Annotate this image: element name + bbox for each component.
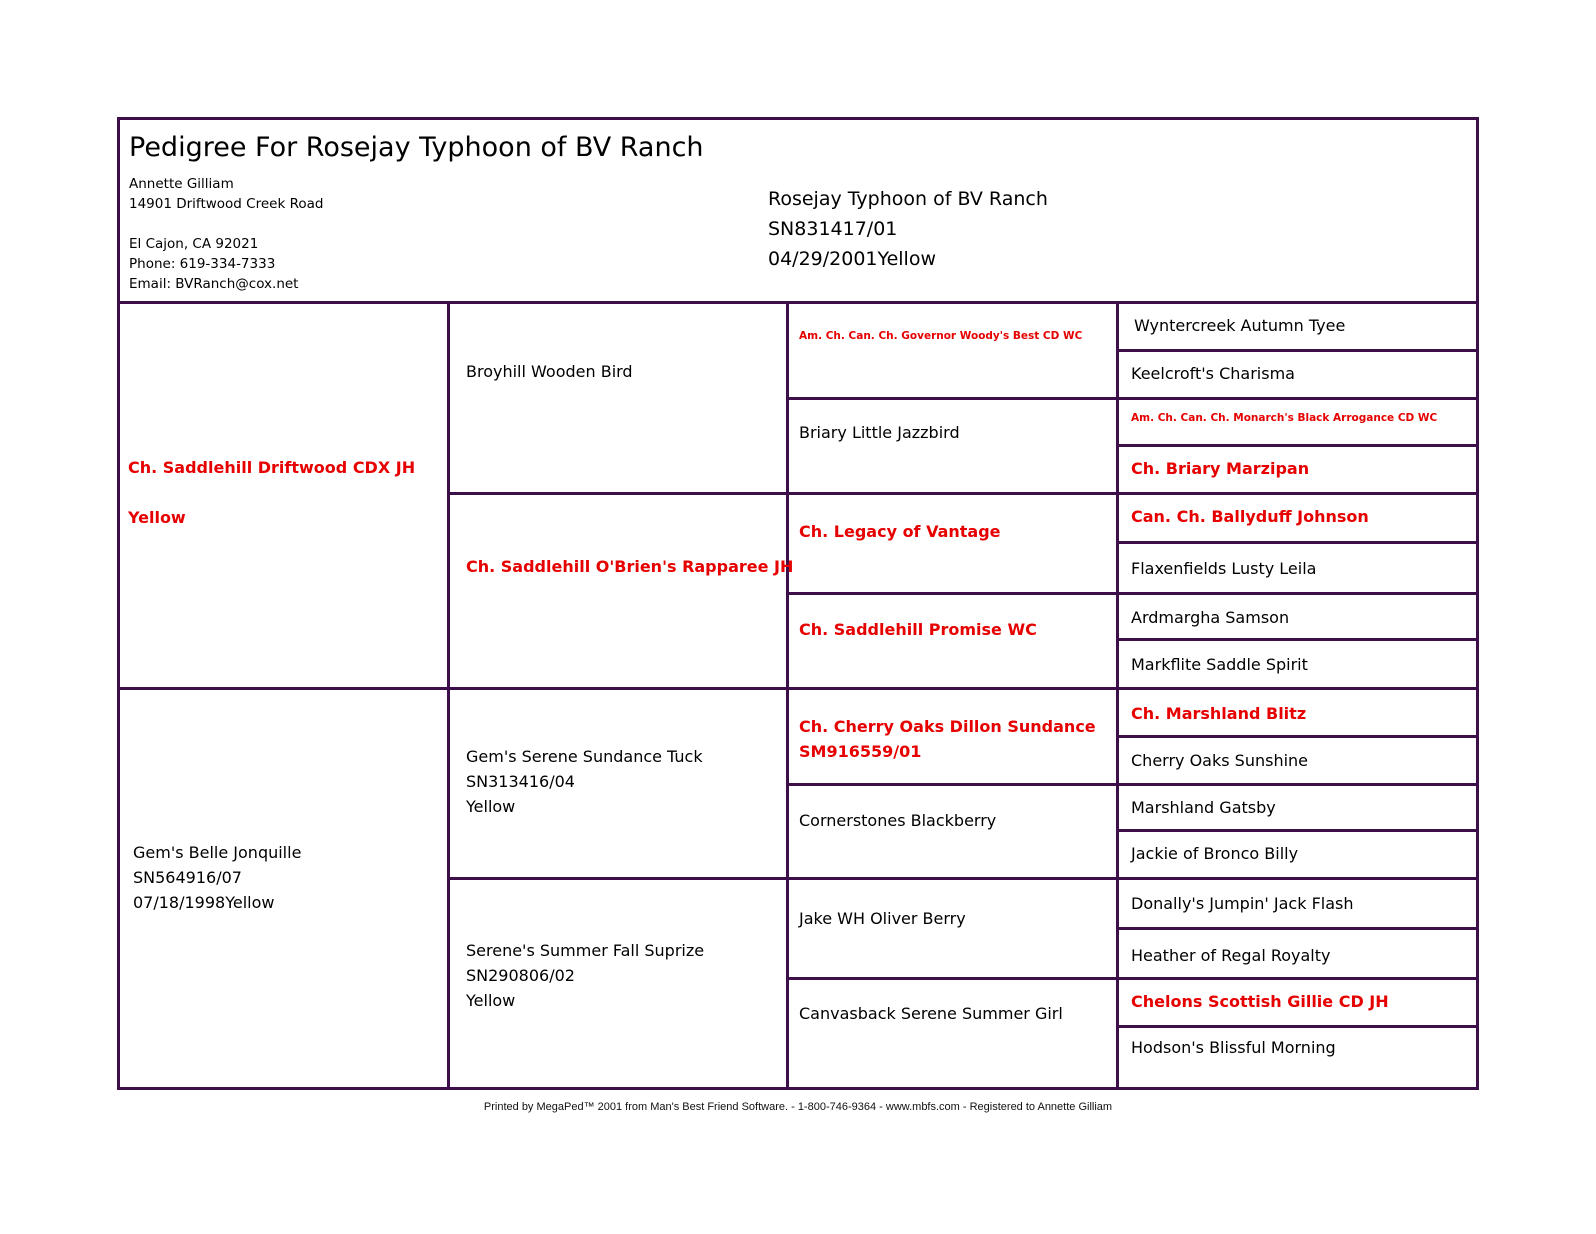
dam-info: [133, 840, 301, 915]
owner-name: Annette Gilliam: [129, 176, 234, 192]
gen4-cell-8: Markflite Saddle Spirit: [1131, 655, 1308, 674]
col2-divider: [786, 301, 789, 1087]
sire-color: Yellow: [128, 508, 186, 527]
subject-dob-color: 04/29/2001Yellow: [768, 248, 937, 270]
gen4-divider-7: [1116, 927, 1476, 930]
subject-name: Rosejay Typhoon of BV Ranch: [768, 188, 1048, 210]
gen4-divider-2: [1116, 444, 1476, 447]
gen4-divider-4: [1116, 638, 1476, 641]
sire-name: Ch. Saddlehill Driftwood CDX JH: [128, 458, 416, 477]
gen3-cell-4: Ch. Saddlehill Promise WC: [799, 620, 1037, 639]
gen4-divider-3: [1116, 541, 1476, 544]
gen3-cell-1: Am. Ch. Can. Ch. Governor Woody's Best CD WC: [799, 330, 1083, 342]
gen4-divider-6: [1116, 829, 1476, 832]
sire-dam-name: Ch. Saddlehill O'Brien's Rapparee JH: [466, 557, 794, 576]
gen4-cell-14: Heather of Regal Royalty: [1131, 946, 1331, 965]
subject-info: [768, 184, 1048, 274]
dam-reg: SN564916/07: [133, 868, 242, 887]
dam-dam-reg: SN290806/02: [466, 966, 575, 985]
gen3-divider-1: [786, 397, 1476, 400]
gen4-cell-3: Am. Ch. Can. Ch. Monarch's Black Arrogance CD WC: [1131, 412, 1438, 424]
gen3-cell-2: Briary Little Jazzbird: [799, 423, 960, 442]
gen4-cell-10: Cherry Oaks Sunshine: [1131, 751, 1309, 770]
gen4-cell-1: Wyntercreek Autumn Tyee: [1134, 316, 1346, 335]
gen4-cell-6: Flaxenfields Lusty Leila: [1131, 559, 1317, 578]
pedigree-frame: [117, 117, 1479, 1090]
gen4-cell-15: Chelons Scottish Gillie CD JH: [1131, 992, 1389, 1011]
dam-sire-reg: SN313416/04: [466, 772, 575, 791]
dam-sire-color: Yellow: [466, 797, 516, 816]
gen4-cell-16: Hodson's Blissful Morning: [1131, 1038, 1336, 1057]
owner-street: 14901 Driftwood Creek Road: [129, 196, 324, 212]
gen3-divider-2: [786, 592, 1476, 595]
gen4-cell-11: Marshland Gatsby: [1131, 798, 1276, 817]
header-divider: [120, 301, 1476, 304]
owner-info: [129, 174, 323, 294]
gen2-divider-bottom: [447, 877, 1476, 880]
gen4-cell-4: Ch. Briary Marzipan: [1131, 459, 1310, 478]
dam-sire-info: [466, 744, 703, 819]
gen4-divider-1: [1116, 349, 1476, 352]
gen3-cell-3: Ch. Legacy of Vantage: [799, 522, 1001, 541]
gen4-cell-13: Donally's Jumpin' Jack Flash: [1131, 894, 1354, 913]
col1-divider: [447, 301, 450, 1087]
gen3-divider-3: [786, 783, 1476, 786]
gen4-divider-8: [1116, 1025, 1476, 1028]
gen1-divider: [120, 687, 1476, 690]
gen3-cell-5-reg: SM916559/01: [799, 742, 922, 761]
page-title: Pedigree For Rosejay Typhoon of BV Ranch: [129, 132, 704, 163]
gen4-cell-12: Jackie of Bronco Billy: [1131, 844, 1299, 863]
dam-dam-color: Yellow: [466, 991, 516, 1010]
gen3-cell-5-name: Ch. Cherry Oaks Dillon Sundance: [799, 717, 1096, 736]
dam-dam-name: Serene's Summer Fall Suprize: [466, 941, 705, 960]
owner-email: Email: BVRanch@cox.net: [129, 276, 299, 292]
dam-dam-info: [466, 938, 704, 1013]
print-footer: Printed by MegaPed™ 2001 from Man's Best Friend Software. - 1-800-746-9364 - www.mbfs.com - Registered to Annette Gilliam: [483, 1101, 1113, 1113]
dam-name: Gem's Belle Jonquille: [133, 843, 302, 862]
col3-divider: [1116, 301, 1119, 1087]
gen3-cell-5: [799, 714, 1096, 764]
gen4-cell-2: Keelcroft's Charisma: [1131, 364, 1295, 383]
gen2-divider-top: [447, 492, 1476, 495]
gen4-divider-5: [1116, 735, 1476, 738]
owner-city: El Cajon, CA 92021: [129, 236, 259, 252]
gen4-cell-9: Ch. Marshland Blitz: [1131, 704, 1307, 723]
owner-phone: Phone: 619-334-7333: [129, 256, 276, 272]
gen3-cell-8: Canvasback Serene Summer Girl: [799, 1004, 1063, 1023]
dam-sire-name: Gem's Serene Sundance Tuck: [466, 747, 703, 766]
gen3-cell-7: Jake WH Oliver Berry: [799, 909, 966, 928]
gen4-cell-5: Can. Ch. Ballyduff Johnson: [1131, 507, 1369, 526]
owner-spacer: [129, 214, 323, 234]
sire-sire-name: Broyhill Wooden Bird: [466, 362, 633, 381]
gen4-cell-7: Ardmargha Samson: [1131, 608, 1290, 627]
dam-dob-color: 07/18/1998Yellow: [133, 893, 275, 912]
gen3-divider-4: [786, 977, 1476, 980]
gen3-cell-6: Cornerstones Blackberry: [799, 811, 997, 830]
subject-reg: SN831417/01: [768, 218, 898, 240]
